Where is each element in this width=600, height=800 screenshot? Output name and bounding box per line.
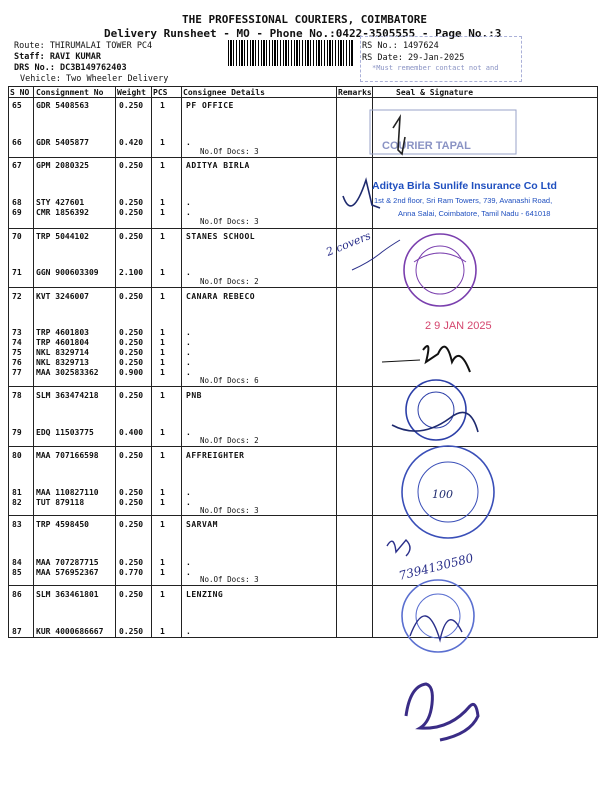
- vehicle-label: Vehicle: Two Wheeler Delivery: [20, 74, 169, 84]
- row-consignment-no: CMR 1856392: [36, 208, 89, 217]
- row-sno: 71: [12, 268, 22, 277]
- row-consignment-no: MAA 576952367: [36, 568, 99, 577]
- row-consignment-no: GGN 900603309: [36, 268, 99, 277]
- row-weight: 0.250: [119, 292, 144, 301]
- docs-count: No.Of Docs: 6: [200, 376, 259, 385]
- drs-label: DRS No.: DC3B149762403: [14, 63, 127, 73]
- row-consignment-no: MAA 302583362: [36, 368, 99, 377]
- row-weight: 0.250: [119, 498, 144, 507]
- row-pcs: 1: [160, 368, 165, 377]
- dot-marker: .: [186, 338, 191, 347]
- rs-date: RS Date: 29-Jan-2025: [362, 53, 465, 63]
- row-sno: 86: [12, 590, 22, 599]
- row-sno: 69: [12, 208, 22, 217]
- docs-count: No.Of Docs: 3: [200, 217, 259, 226]
- row-consignment-no: STY 427601: [36, 198, 85, 207]
- row-sno: 87: [12, 627, 22, 636]
- row-weight: 0.400: [119, 428, 144, 437]
- row-pcs: 1: [160, 627, 165, 636]
- row-sno: 79: [12, 428, 22, 437]
- row-weight: 2.100: [119, 268, 144, 277]
- row-consignment-no: GDR 5408563: [36, 101, 89, 110]
- row-weight: 0.900: [119, 368, 144, 377]
- row-sno: 70: [12, 232, 22, 241]
- docs-count: No.Of Docs: 3: [200, 575, 259, 584]
- row-sno: 67: [12, 161, 22, 170]
- row-weight: 0.250: [119, 590, 144, 599]
- row-weight: 0.250: [119, 328, 144, 337]
- row-weight: 0.250: [119, 198, 144, 207]
- row-sno: 68: [12, 198, 22, 207]
- docs-count: No.Of Docs: 3: [200, 147, 259, 156]
- row-pcs: 1: [160, 568, 165, 577]
- dot-marker: .: [186, 138, 191, 147]
- row-pcs: 1: [160, 198, 165, 207]
- row-consignment-no: MAA 707287715: [36, 558, 99, 567]
- consignee-name: AFFREIGHTER: [186, 451, 245, 460]
- row-pcs: 1: [160, 520, 165, 529]
- row-pcs: 1: [160, 138, 165, 147]
- row-consignment-no: TRP 4598450: [36, 520, 89, 529]
- dot-marker: .: [186, 198, 191, 207]
- docs-count: No.Of Docs: 2: [200, 277, 259, 286]
- row-weight: 0.250: [119, 208, 144, 217]
- school-seal: [404, 234, 476, 306]
- consignee-name: PF OFFICE: [186, 101, 234, 110]
- row-consignment-no: TUT 879118: [36, 498, 85, 507]
- row-pcs: 1: [160, 391, 165, 400]
- row-pcs: 1: [160, 358, 165, 367]
- col-header-weight: Weight: [117, 88, 146, 97]
- row-consignment-no: MAA 110827110: [36, 488, 99, 497]
- row-weight: 0.250: [119, 558, 144, 567]
- runsheet-subtitle: Delivery Runsheet - MO - Phone No.:0422-3505555 - Page No.:3: [104, 27, 502, 40]
- row-consignment-no: NKL 8329714: [36, 348, 89, 357]
- row-sno: 76: [12, 358, 22, 367]
- svg-text:Anna Salai, Coimbatore, Tamil: Anna Salai, Coimbatore, Tamil Nadu - 641018: [398, 209, 551, 218]
- row-sno: 75: [12, 348, 22, 357]
- dot-marker: .: [186, 268, 191, 277]
- dot-marker: .: [186, 428, 191, 437]
- svg-text:1st & 2nd floor, Sri Ram Tower: 1st & 2nd floor, Sri Ram Towers, 739, Avanashi Road,: [374, 196, 553, 205]
- row-pcs: 1: [160, 232, 165, 241]
- handwritten-2-covers: 2 covers: [324, 229, 373, 259]
- dot-marker: .: [186, 208, 191, 217]
- row-consignment-no: GDR 5405877: [36, 138, 89, 147]
- dot-marker: .: [186, 488, 191, 497]
- row-weight: 0.250: [119, 358, 144, 367]
- row-consignment-no: GPM 2080325: [36, 161, 89, 170]
- row-weight: 0.420: [119, 138, 144, 147]
- row-consignment-no: SLM 363461801: [36, 590, 99, 599]
- row-weight: 0.250: [119, 451, 144, 460]
- row-consignment-no: KVT 3246007: [36, 292, 89, 301]
- row-pcs: 1: [160, 101, 165, 110]
- col-header-sno: S NO: [10, 88, 30, 97]
- col-header-remarks: Remarks: [338, 88, 372, 97]
- lenzing-seal: [402, 580, 474, 652]
- row-consignment-no: NKL 8329713: [36, 358, 89, 367]
- row-sno: 81: [12, 488, 22, 497]
- dot-marker: .: [186, 328, 191, 337]
- row-weight: 0.250: [119, 338, 144, 347]
- row-pcs: 1: [160, 428, 165, 437]
- consignee-name: LENZING: [186, 590, 224, 599]
- dot-marker: .: [186, 627, 191, 636]
- row-consignment-no: SLM 363474218: [36, 391, 99, 400]
- dot-marker: .: [186, 368, 191, 377]
- row-weight: 0.250: [119, 161, 144, 170]
- row-consignment-no: EDQ 11503775: [36, 428, 94, 437]
- row-sno: 72: [12, 292, 22, 301]
- row-weight: 0.250: [119, 348, 144, 357]
- row-pcs: 1: [160, 268, 165, 277]
- col-header-seal: Seal & Signature: [396, 88, 474, 97]
- col-header-consignee: Consignee Details: [183, 88, 265, 97]
- dot-marker: .: [186, 498, 191, 507]
- row-consignment-no: TRP 5044102: [36, 232, 89, 241]
- row-pcs: 1: [160, 161, 165, 170]
- consignee-name: ADITYA BIRLA: [186, 161, 250, 170]
- row-weight: 0.250: [119, 101, 144, 110]
- consignee-name: SARVAM: [186, 520, 218, 529]
- svg-text:Aditya Birla Sunlife Insurance: Aditya Birla Sunlife Insurance Co Ltd: [372, 180, 557, 192]
- row-weight: 0.770: [119, 568, 144, 577]
- row-sno: 82: [12, 498, 22, 507]
- consignee-name: PNB: [186, 391, 202, 400]
- dot-marker: .: [186, 358, 191, 367]
- consignee-name: STANES SCHOOL: [186, 232, 256, 241]
- row-pcs: 1: [160, 451, 165, 460]
- row-sno: 65: [12, 101, 22, 110]
- row-weight: 0.250: [119, 232, 144, 241]
- row-pcs: 1: [160, 558, 165, 567]
- row-pcs: 1: [160, 590, 165, 599]
- company-title: THE PROFESSIONAL COURIERS, COIMBATORE: [182, 13, 428, 26]
- received-date-stamp: 2 9 JAN 2025: [425, 320, 492, 332]
- row-sno: 74: [12, 338, 22, 347]
- row-sno: 80: [12, 451, 22, 460]
- row-weight: 0.250: [119, 488, 144, 497]
- row-sno: 84: [12, 558, 22, 567]
- dot-marker: .: [186, 558, 191, 567]
- row-sno: 78: [12, 391, 22, 400]
- row-sno: 66: [12, 138, 22, 147]
- row-consignment-no: TRP 4601804: [36, 338, 89, 347]
- row-weight: 0.250: [119, 391, 144, 400]
- handwritten-phone: 7394130580: [397, 550, 475, 583]
- row-pcs: 1: [160, 328, 165, 337]
- col-header-consignment: Consignment No: [36, 88, 104, 97]
- row-sno: 73: [12, 328, 22, 337]
- rs-note: *Must remember contact not and: [372, 64, 499, 72]
- consignee-name: CANARA REBECO: [186, 292, 256, 301]
- aditya-birla-stamp: [372, 180, 557, 218]
- courier-tapal-stamp: [370, 110, 516, 154]
- row-weight: 0.250: [119, 520, 144, 529]
- rs-number: RS No.: 1497624: [362, 41, 439, 51]
- handwritten-100: 100: [432, 488, 453, 501]
- row-pcs: 1: [160, 348, 165, 357]
- col-header-pcs: PCS: [153, 88, 168, 97]
- staff-label: Staff: RAVI KUMAR: [14, 52, 101, 62]
- row-weight: 0.250: [119, 627, 144, 636]
- docs-count: No.Of Docs: 3: [200, 506, 259, 515]
- courier-stamp-text: COURIER TAPAL: [382, 140, 471, 152]
- row-pcs: 1: [160, 338, 165, 347]
- row-consignment-no: MAA 707166598: [36, 451, 99, 460]
- row-sno: 77: [12, 368, 22, 377]
- row-pcs: 1: [160, 208, 165, 217]
- row-pcs: 1: [160, 292, 165, 301]
- dot-marker: .: [186, 348, 191, 357]
- row-pcs: 1: [160, 488, 165, 497]
- docs-count: No.Of Docs: 2: [200, 436, 259, 445]
- row-pcs: 1: [160, 498, 165, 507]
- row-sno: 83: [12, 520, 22, 529]
- row-sno: 85: [12, 568, 22, 577]
- row-consignment-no: TRP 4601803: [36, 328, 89, 337]
- row-consignment-no: KUR 4000686667: [36, 627, 104, 636]
- dot-marker: .: [186, 568, 191, 577]
- route-label: Route: THIRUMALAI TOWER PC4: [14, 41, 153, 51]
